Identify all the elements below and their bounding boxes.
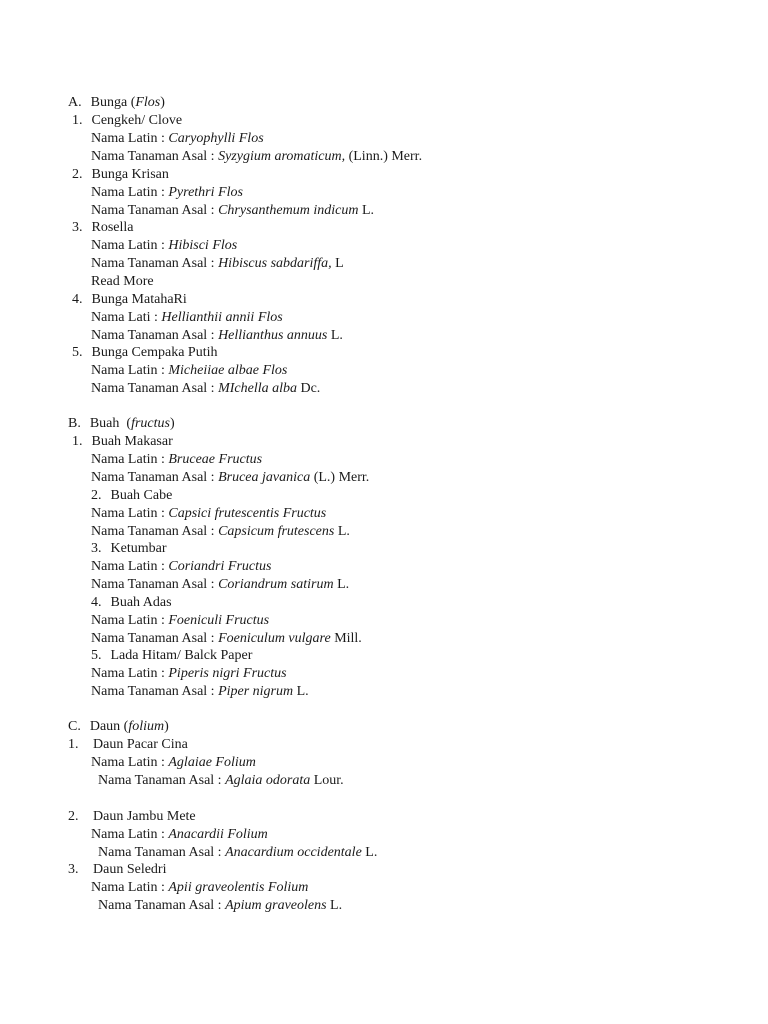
section-letter: C. (68, 719, 81, 734)
item-number-name: 4. Buah Adas (91, 595, 172, 610)
origin-plant-line: Nama Tanaman Asal : Coriandrum satirum L. (91, 577, 350, 592)
item-name: Buah Makasar (91, 434, 173, 449)
latin-name-line: Nama Latin : Capsici frutescentis Fructus (91, 506, 327, 521)
section-title-latin: Flos (135, 95, 161, 110)
section-title-latin: fructus (131, 416, 170, 431)
origin-plant-line: Nama Tanaman Asal : Aglaia odorata Lour. (98, 773, 344, 788)
item-name: Daun Seledri (93, 862, 167, 877)
section-heading-b: B. Buah (fructus) (68, 416, 175, 431)
origin-plant-line: Nama Tanaman Asal : Chrysanthemum indicum L. (91, 203, 375, 218)
section-letter: B. (68, 416, 81, 431)
latin-name-line: Nama Latin : Micheiiae albae Flos (91, 363, 288, 378)
item-number-name: 2. Bunga Krisan (72, 167, 169, 182)
item-number-name: 2. Buah Cabe (91, 488, 173, 503)
origin-plant-line: Nama Tanaman Asal : Hibiscus sabdariffa, L (91, 256, 344, 271)
latin-name-line: Nama Latin : Anacardii Folium (91, 827, 268, 842)
latin-name-line: Nama Latin : Pyrethri Flos (91, 185, 243, 200)
item-name: Ketumbar (110, 541, 167, 556)
origin-plant-line: Nama Tanaman Asal : Capsicum frutescens L. (91, 524, 350, 539)
origin-plant-line: Nama Tanaman Asal : Syzygium aromaticum, (Linn.) Merr. (91, 149, 423, 164)
item-number-name: 1. Cengkeh/ Clove (72, 113, 183, 128)
section-heading-c: C. Daun (folium) (68, 719, 169, 734)
item-name: Cengkeh/ Clove (91, 113, 183, 128)
item-number-name: 5. Lada Hitam/ Balck Paper (91, 648, 253, 663)
latin-name-line: Nama Latin : Hibisci Flos (91, 238, 238, 253)
origin-plant-line: Nama Tanaman Asal : Apium graveolens L. (98, 898, 343, 913)
latin-name-line: Nama Latin : Caryophylli Flos (91, 131, 264, 146)
item-name: Bunga MatahaRi (91, 292, 187, 307)
item-name: Daun Jambu Mete (93, 809, 196, 824)
read-more-link[interactable]: Read More (91, 274, 154, 289)
item-number-name: 3. Rosella (72, 220, 134, 235)
origin-plant-line: Nama Tanaman Asal : MIchella alba Dc. (91, 381, 321, 396)
item-number-name: 1. Buah Makasar (72, 434, 173, 449)
section-title: Buah (89, 416, 127, 431)
item-name: Bunga Cempaka Putih (91, 345, 218, 360)
latin-name-line: Nama Latin : Foeniculi Fructus (91, 613, 270, 628)
section-letter: A. (68, 95, 82, 110)
item-name: Lada Hitam/ Balck Paper (110, 648, 253, 663)
latin-name-line: Nama Lati : Hellianthii annii Flos (91, 310, 283, 325)
item-number-name: 3. Daun Seledri (68, 862, 167, 877)
latin-name-line: Nama Latin : Apii graveolentis Folium (91, 880, 309, 895)
origin-plant-line: Nama Tanaman Asal : Foeniculum vulgare Mill. (91, 631, 362, 646)
item-name: Daun Pacar Cina (93, 737, 188, 752)
item-name: Buah Cabe (110, 488, 173, 503)
item-name: Bunga Krisan (91, 167, 169, 182)
item-number-name: 2. Daun Jambu Mete (68, 809, 196, 824)
origin-plant-line: Nama Tanaman Asal : Brucea javanica (L.) Merr. (91, 470, 370, 485)
item-name: Buah Adas (110, 595, 172, 610)
origin-plant-line: Nama Tanaman Asal : Anacardium occidentale L. (98, 845, 378, 860)
item-number-name: 4. Bunga MatahaRi (72, 292, 187, 307)
item-number-name: 3. Ketumbar (91, 541, 167, 556)
item-name: Rosella (91, 220, 134, 235)
latin-name-line: Nama Latin : Bruceae Fructus (91, 452, 263, 467)
item-number-name: 5. Bunga Cempaka Putih (72, 345, 218, 360)
latin-name-line: Nama Latin : Piperis nigri Fructus (91, 666, 287, 681)
section-title: Bunga (90, 95, 128, 110)
latin-name-line: Nama Latin : Coriandri Fructus (91, 559, 272, 574)
latin-name-line: Nama Latin : Aglaiae Folium (91, 755, 256, 770)
section-title: Daun (89, 719, 124, 734)
section-heading-a: A. Bunga (Flos) (68, 95, 165, 110)
origin-plant-line: Nama Tanaman Asal : Piper nigrum L. (91, 684, 309, 699)
origin-plant-line: Nama Tanaman Asal : Hellianthus annuus L. (91, 328, 343, 343)
section-title-latin: folium (128, 719, 165, 734)
item-number-name: 1. Daun Pacar Cina (68, 737, 188, 752)
